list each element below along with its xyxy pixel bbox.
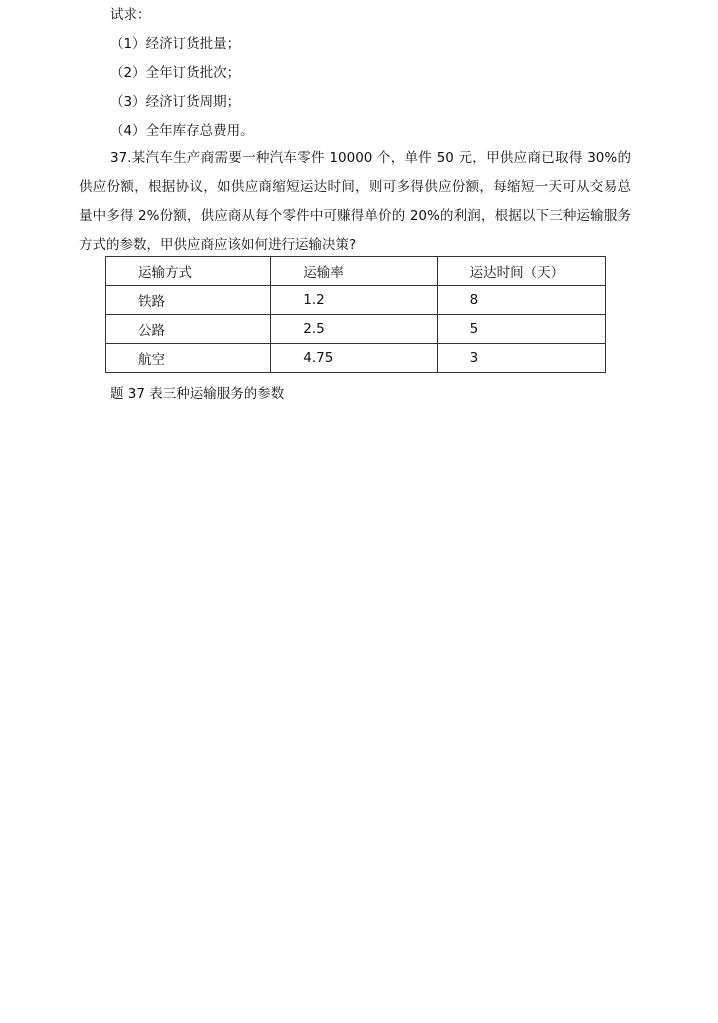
question-3: （3）经济订货周期； [110, 94, 241, 110]
table-cell: 铁路 [106, 286, 271, 315]
table-cell: 航空 [106, 344, 271, 373]
question-4: （4）全年库存总费用。 [110, 123, 254, 139]
table-cell: 公路 [106, 315, 271, 344]
table-header-cell: 运达时间（天） [437, 257, 605, 286]
table-row [106, 344, 606, 373]
table-cell: 8 [437, 286, 605, 315]
table-cell: 5 [437, 315, 605, 344]
question-1: （1）经济订货批量； [110, 36, 241, 52]
transport-params-table [105, 256, 606, 373]
table-row [106, 286, 606, 315]
table-cell: 4.75 [271, 344, 437, 373]
problem-37-text: 37.某汽车生产商需要一种汽车零件 10000 个，单件 50 元，甲供应商已取得 30%的供应份额，根据协议，如供应商缩短运达时间，则可多得供应份额，每缩短一天可从交易总量中多得 2%份额，供应商从每个零件中可赚得单价的 20%的利润，根据以下三种运输服务方式的参数，甲供应商应该如何进行运输决策? [79, 150, 631, 253]
question-2: （2）全年订货批次； [110, 65, 241, 81]
table-cell: 2.5 [271, 315, 437, 344]
table-row [106, 315, 606, 344]
table-cell: 1.2 [271, 286, 437, 315]
table-header-row [106, 257, 606, 286]
intro-text: 试求： [110, 7, 151, 23]
table-header-cell: 运输方式 [106, 257, 271, 286]
table-cell: 3 [437, 344, 605, 373]
table-caption: 题 37 表三种运输服务的参数 [110, 386, 285, 402]
table-header-cell: 运输率 [271, 257, 437, 286]
